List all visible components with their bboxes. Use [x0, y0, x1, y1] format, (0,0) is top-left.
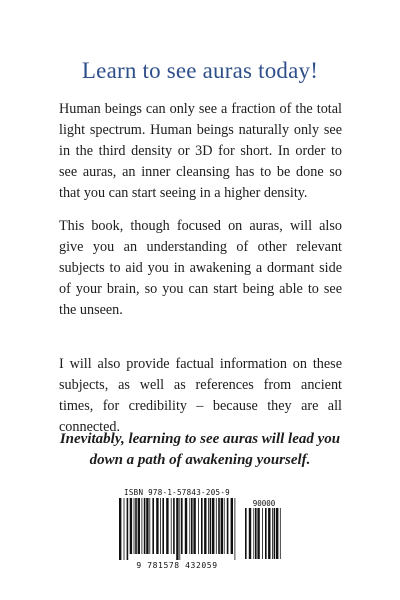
price-code: 90000 — [252, 499, 276, 508]
isbn-number: ISBN 978-1-57843-205-9 — [124, 488, 230, 497]
closing-statement: Inevitably, learning to see auras will lead you down a path of awakening yourself. — [59, 431, 341, 468]
barcode-icon — [119, 498, 237, 560]
description-paragraph-3: I will also provide factual information on these subjects, as well as references from ancient times, for credibility – because they are all connected. — [59, 356, 342, 435]
barcode-addon-icon — [245, 508, 283, 559]
ean-number: 9 781578 432059 — [136, 561, 218, 570]
isbn-barcode — [117, 485, 285, 573]
description-paragraph-1: Human beings can only see a fraction of the total light spectrum. Human beings naturally only see in the third density or 3D for short. In order to see auras, an inner cleansing has to be done so that you can start seeing in a higher density. — [59, 101, 342, 201]
cover-title: Learn to see auras today! — [81, 58, 319, 83]
description-paragraph-2: This book, though focused on auras, will also give you an understanding of other relevant subjects to aid you in awakening a dormant side of your brain, so you can start being able to see the unseen. — [59, 218, 342, 318]
